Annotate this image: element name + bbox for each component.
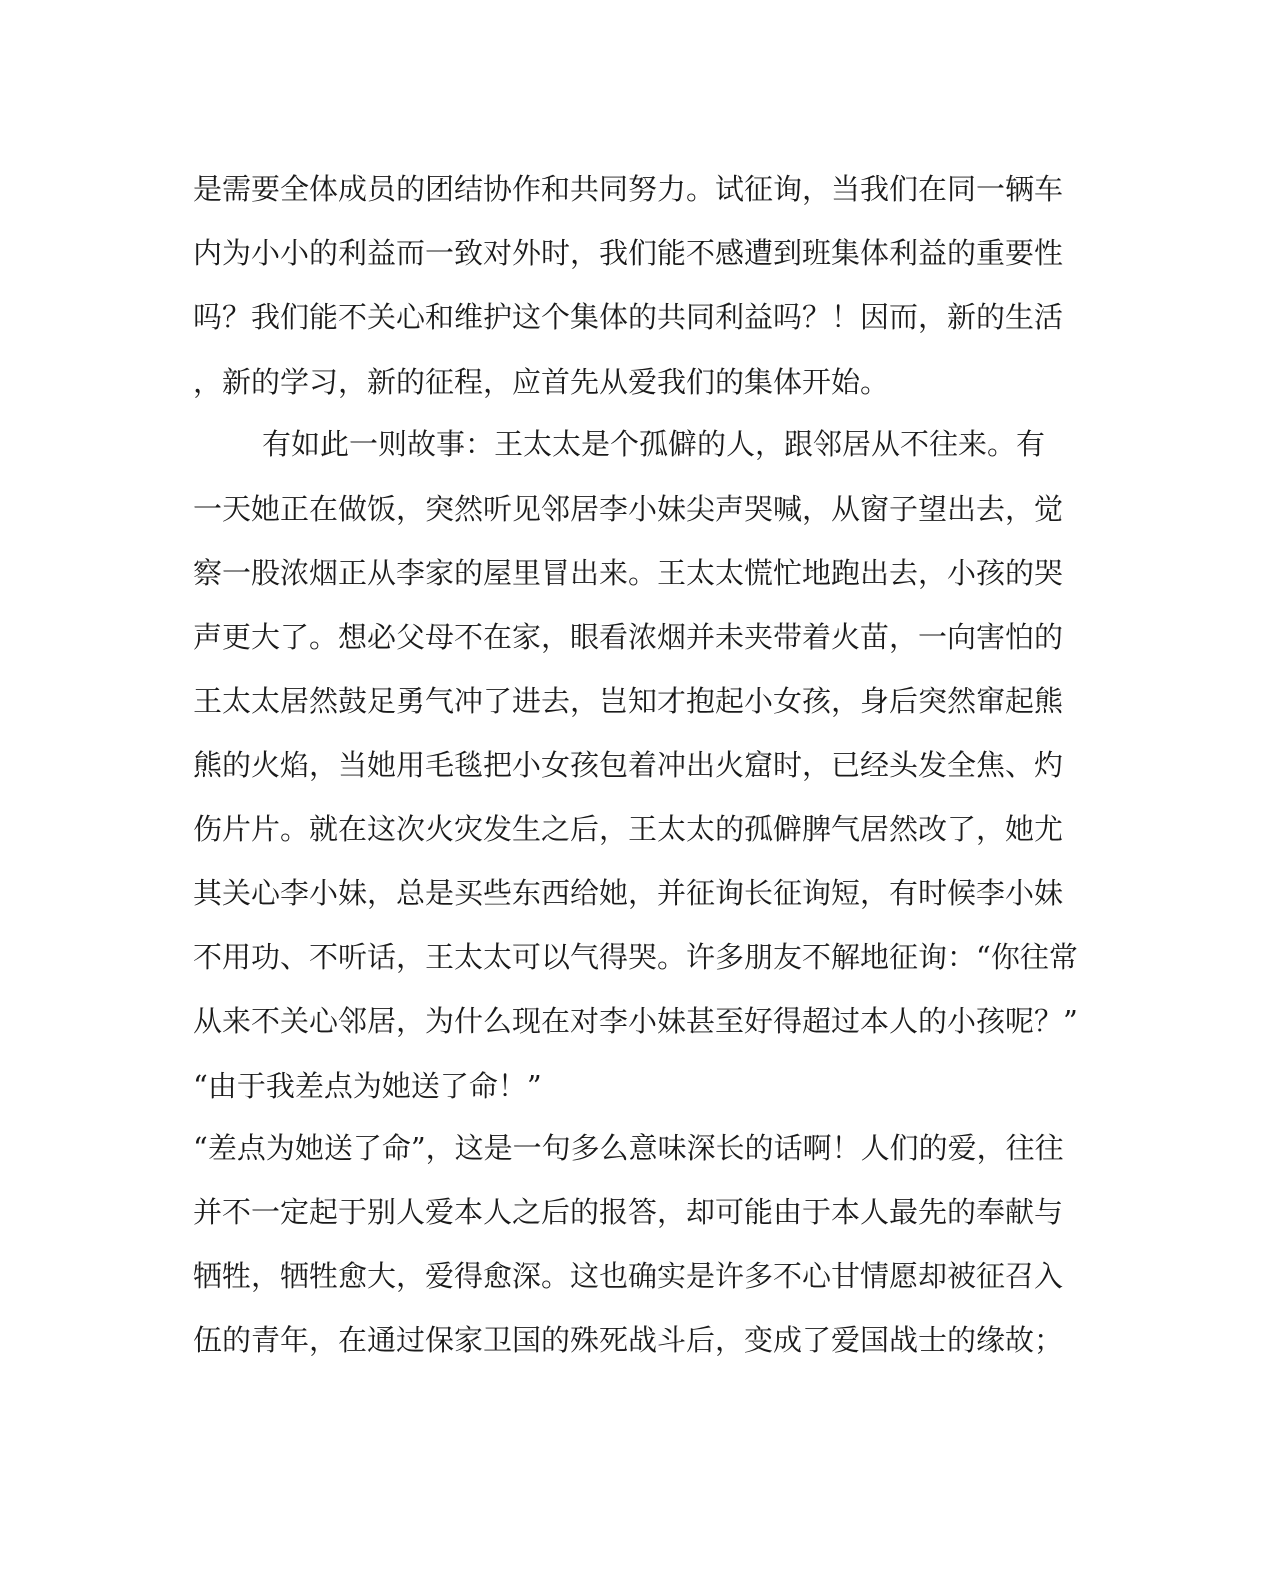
text-line: 察一股浓烟正从李家的屋里冒出来。王太太慌忙地跑出去，小孩的哭 — [193, 556, 1064, 590]
text-line: 不用功、不听话，王太太可以气得哭。许多朋友不解地征询：“你往常 — [193, 940, 1078, 974]
text-line: “由于我差点为她送了命！” — [193, 1069, 542, 1103]
text-line: 伍的青年，在通过保家卫国的殊死战斗后，变成了爱国战士的缘故； — [193, 1323, 1064, 1357]
text-line: 并不一定起于别人爱本人之后的报答，却可能由于本人最先的奉献与 — [193, 1195, 1064, 1229]
text-line: “差点为她送了命”，这是一句多么意味深长的话啊！人们的爱，往往 — [193, 1131, 1064, 1165]
text-line: 内为小小的利益而一致对外时，我们能不感遭到班集体利益的重要性 — [193, 236, 1064, 270]
text-line: 声更大了。想必父母不在家，眼看浓烟并未夹带着火苗，一向害怕的 — [193, 620, 1064, 654]
text-line: 伤片片。就在这次火灾发生之后，王太太的孤僻脾气居然改了，她尤 — [193, 812, 1064, 846]
text-line: 牺牲，牺牲愈大，爱得愈深。这也确实是许多不心甘情愿却被征召入 — [193, 1259, 1064, 1293]
text-line: 从来不关心邻居，为什么现在对李小妹甚至好得超过本人的小孩呢？” — [193, 1004, 1078, 1038]
text-line: 吗？我们能不关心和维护这个集体的共同利益吗？！因而，新的生活 — [193, 300, 1064, 334]
text-line: ，新的学习，新的征程，应首先从爱我们的集体开始。 — [193, 365, 890, 399]
text-line: 其关心李小妹，总是买些东西给她，并征询长征询短，有时候李小妹 — [193, 876, 1064, 910]
text-line: 有如此一则故事：王太太是个孤僻的人，跟邻居从不往来。有 — [262, 427, 1046, 461]
text-line: 熊的火焰，当她用毛毯把小女孩包着冲出火窟时，已经头发全焦、灼 — [193, 748, 1064, 782]
text-line: 是需要全体成员的团结协作和共同努力。试征询，当我们在同一辆车 — [193, 172, 1064, 206]
text-line: 一天她正在做饭，突然听见邻居李小妹尖声哭喊，从窗子望出去，觉 — [193, 492, 1064, 526]
text-line: 王太太居然鼓足勇气冲了进去，岂知才抱起小女孩，身后突然窜起熊 — [193, 684, 1064, 718]
